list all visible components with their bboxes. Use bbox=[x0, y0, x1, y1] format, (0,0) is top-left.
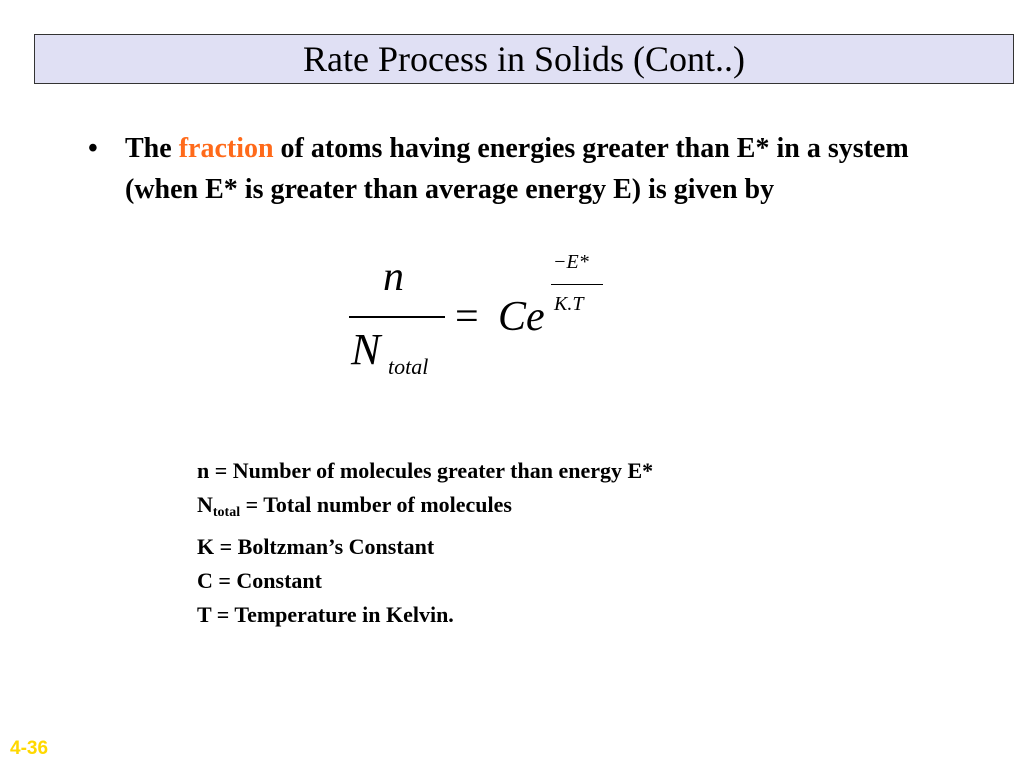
bullet-point bbox=[88, 128, 948, 210]
bullet-text-part2: of atoms having energies greater than E* in a system (when E* is greater than average energy E) is given by bbox=[125, 133, 909, 205]
definition-ntotal-symbol: N bbox=[197, 492, 213, 517]
formula-exponent-denominator: K.T bbox=[554, 293, 584, 315]
boltzmann-formula bbox=[345, 250, 645, 390]
definition-c: C = Constant bbox=[197, 568, 322, 593]
title-box bbox=[34, 34, 1014, 84]
definition-n: n = Number of molecules greater than energy E* bbox=[197, 458, 654, 483]
slide-number: 4-36 bbox=[10, 738, 49, 759]
formula-exponent-bar bbox=[551, 284, 603, 285]
formula-denominator-subscript: total bbox=[388, 354, 429, 379]
definition-k: K = Boltzman’s Constant bbox=[197, 534, 435, 559]
highlight-word: fraction bbox=[178, 133, 274, 164]
definition-t: T = Temperature in Kelvin. bbox=[197, 602, 454, 627]
formula-exponent-numerator: −E* bbox=[553, 251, 589, 273]
slide-title: Rate Process in Solids (Cont..) bbox=[303, 39, 745, 79]
formula-denominator: N bbox=[351, 325, 381, 374]
definition-ntotal bbox=[197, 488, 653, 530]
definition-ntotal-text: = Total number of molecules bbox=[240, 492, 512, 517]
definition-ntotal-subscript: total bbox=[212, 505, 241, 520]
bullet-text-part1: The bbox=[125, 133, 179, 164]
formula-fraction-bar bbox=[349, 316, 445, 318]
bullet-text bbox=[125, 128, 930, 210]
formula-coefficient: Ce bbox=[498, 294, 545, 340]
formula-numerator: n bbox=[383, 254, 404, 300]
bullet-icon: • bbox=[88, 133, 98, 164]
formula-equals: = bbox=[455, 294, 479, 340]
definitions-list bbox=[197, 454, 653, 632]
